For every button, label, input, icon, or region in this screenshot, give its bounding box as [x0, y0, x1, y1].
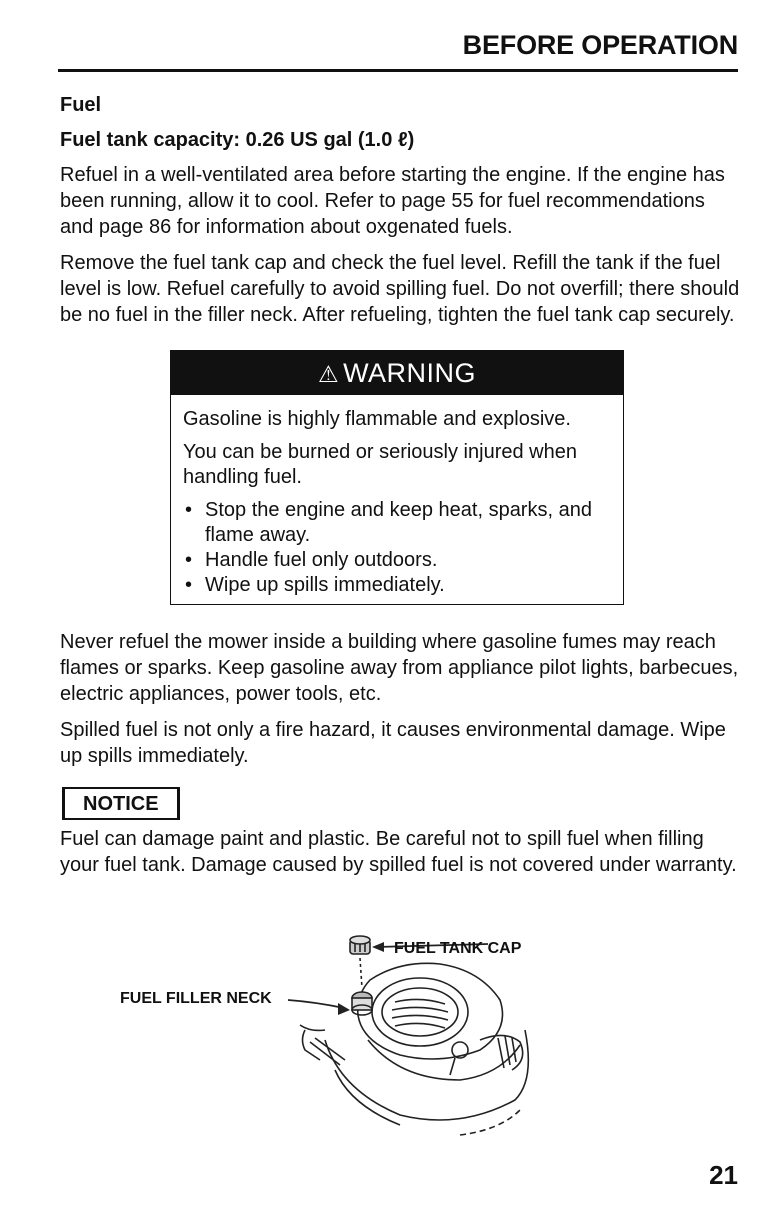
- page-content: [60, 92, 740, 888]
- warning-bullet-list: [183, 498, 613, 598]
- page-header-title: BEFORE OPERATION: [462, 30, 738, 60]
- page-number: 21: [709, 1160, 738, 1190]
- notice-text: Fuel can damage paint and plastic. Be careful not to spill fuel when filling your fuel tank. Damage caused by spilled fuel is not covered under warranty.: [60, 828, 737, 876]
- paragraph-never-refuel-inside: Never refuel the mower inside a building where gasoline fumes may reach flames or sparks. Keep gasoline away from appliance pilot lights, barbecues, electric appliances, power tools, etc.: [60, 631, 739, 705]
- mower-illustration: [100, 930, 660, 1160]
- warning-bullet: • Stop the engine and keep heat, sparks, and flame away.: [183, 498, 613, 548]
- notice-label: NOTICE: [62, 787, 180, 820]
- mower-fuel-figure: [100, 930, 660, 1160]
- warning-heading: WARNING: [343, 358, 477, 388]
- paragraph-refuel-ventilation: Refuel in a well-ventilated area before starting the engine. If the engine has been running, allow it to cool. Refer to page 55 for fuel recommendations and page 86 for information about oxgenated fuels.: [60, 164, 725, 238]
- warning-body: [171, 395, 623, 604]
- fuel-filler-neck-label: FUEL FILLER NECK: [120, 990, 272, 1007]
- paragraph-check-fuel-level: Remove the fuel tank cap and check the fuel level. Refill the tank if the fuel level is low. Refuel carefully to avoid spilling fuel. Do not overfill; there should be no fuel in the filler neck. After refueling, tighten the fuel tank cap securely.: [60, 252, 740, 326]
- after-warning-section: [60, 629, 740, 769]
- warning-line: You can be burned or seriously injured when handling fuel.: [183, 441, 577, 488]
- warning-triangle-icon: ⚠: [317, 361, 340, 387]
- fuel-tank-cap-drawing: [350, 936, 370, 954]
- warning-line: Gasoline is highly flammable and explosive.: [183, 408, 571, 430]
- paragraph-spilled-fuel: Spilled fuel is not only a fire hazard, it causes environmental damage. Wipe up spills immediately.: [60, 719, 726, 767]
- section-title: Fuel: [60, 94, 102, 116]
- warning-bullet: • Wipe up spills immediately.: [183, 573, 613, 598]
- engine-drawing: [358, 963, 523, 1080]
- header-rule: [58, 69, 738, 72]
- warning-header: [171, 351, 623, 395]
- warning-bullet: • Handle fuel only outdoors.: [183, 548, 613, 573]
- warning-box: [170, 350, 624, 605]
- fuel-capacity-heading: Fuel tank capacity: 0.26 US gal (1.0 ℓ): [60, 129, 415, 151]
- fuel-tank-cap-label: FUEL TANK CAP: [394, 940, 522, 957]
